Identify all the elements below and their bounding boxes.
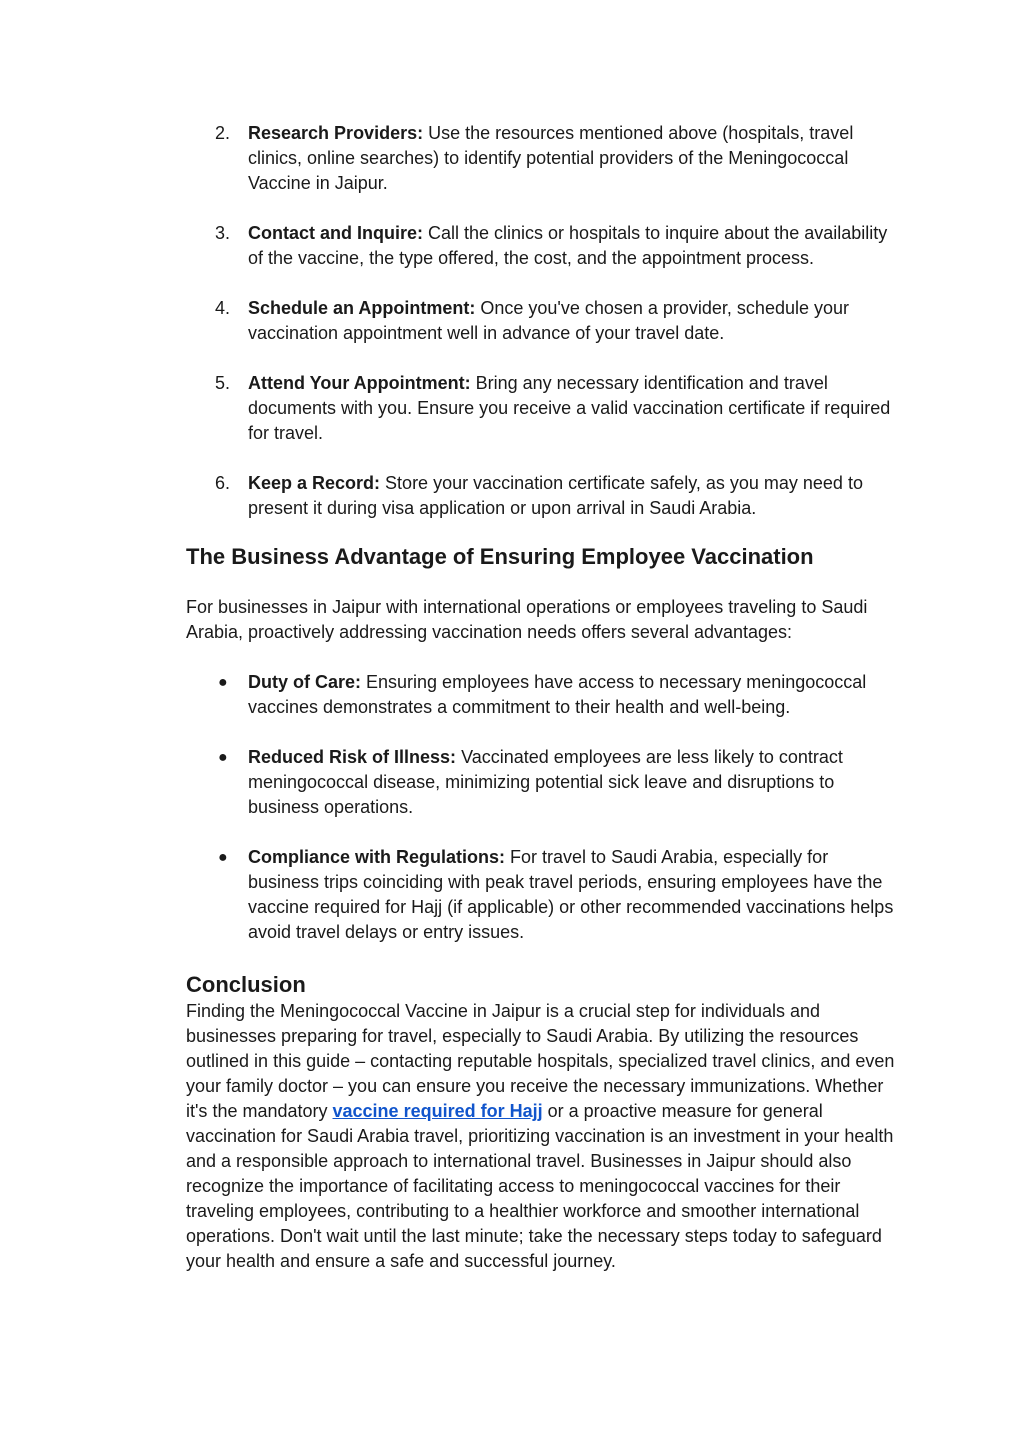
conclusion-text-after-link: or a proactive measure for general vaccination for Saudi Arabia travel, prioritizing vaccination is an investment in your health and a responsible approach to international travel. Businesses in Jaipur should also recognize the importance of facilitating access to meningococcal vaccines for their traveling employees, contributing to a healthier workforce and smoother international operations. Don't wait until the last minute; take the necessary steps today to safeguard your health and ensure a safe and successful journey. xyxy=(186,1101,894,1271)
list-item xyxy=(186,371,902,446)
step-number: 6. xyxy=(215,473,231,493)
bullet-text: For travel to Saudi Arabia, especially for business trips coinciding with peak travel periods, ensuring employees have the vaccine required for Hajj (if applicable) or other recommended vaccinations helps avoid travel delays or entry issues. xyxy=(248,847,894,942)
step-term: Research Providers: xyxy=(248,123,424,143)
list-item xyxy=(186,221,902,271)
step-number: 5. xyxy=(215,373,231,393)
business-section-heading: The Business Advantage of Ensuring Employee Vaccination xyxy=(186,544,814,569)
list-item xyxy=(186,745,902,820)
list-item xyxy=(186,845,902,945)
step-text: Once you've chosen a provider, schedule your vaccination appointment well in advance of your travel date. xyxy=(248,298,850,343)
list-item xyxy=(186,296,902,346)
step-number: 3. xyxy=(215,223,231,243)
step-text: Call the clinics or hospitals to inquire about the availability of the vaccine, the type offered, the cost, and the appointment process. xyxy=(248,223,888,268)
step-text: Bring any necessary identification and travel documents with you. Ensure you receive a valid vaccination certificate if required for travel. xyxy=(248,373,891,443)
document-page xyxy=(186,121,902,1274)
conclusion-heading: Conclusion xyxy=(186,972,306,997)
list-item xyxy=(186,121,902,196)
bullet-icon: ● xyxy=(218,849,228,866)
bullet-term: Compliance with Regulations: xyxy=(248,847,506,867)
step-text: Use the resources mentioned above (hospitals, travel clinics, online searches) to identify potential providers of the Meningococcal Vaccine in Jaipur. xyxy=(248,123,854,193)
step-term: Attend Your Appointment: xyxy=(248,373,471,393)
step-term: Contact and Inquire: xyxy=(248,223,423,243)
step-number: 4. xyxy=(215,298,231,318)
bullet-icon: ● xyxy=(218,749,228,766)
step-number: 2. xyxy=(215,123,231,143)
list-item xyxy=(186,670,902,720)
bullet-text: Vaccinated employees are less likely to contract meningococcal disease, minimizing potential sick leave and disruptions to business operations. xyxy=(248,747,843,817)
bullet-term: Duty of Care: xyxy=(248,672,362,692)
conclusion-text-before-link: Finding the Meningococcal Vaccine in Jaipur is a crucial step for individuals and businesses preparing for travel, especially to Saudi Arabia. By utilizing the resources outlined in this guide – contacting reputable hospitals, specialized travel clinics, and even your family doctor – you can ensure you receive the necessary immunizations. Whether it's the mandatory xyxy=(186,1001,895,1121)
bullet-term: Reduced Risk of Illness: xyxy=(248,747,457,767)
hajj-vaccine-link[interactable]: vaccine required for Hajj xyxy=(332,1101,543,1121)
conclusion-paragraph xyxy=(186,999,902,1274)
advantages-list xyxy=(186,670,902,945)
step-text: Store your vaccination certificate safely, as you may need to present it during visa application or upon arrival in Saudi Arabia. xyxy=(248,473,863,518)
business-intro-paragraph: For businesses in Jaipur with international operations or employees traveling to Saudi Arabia, proactively addressing vaccination needs offers several advantages: xyxy=(186,597,868,642)
steps-list xyxy=(186,121,902,521)
step-term: Schedule an Appointment: xyxy=(248,298,476,318)
step-term: Keep a Record: xyxy=(248,473,381,493)
bullet-icon: ● xyxy=(218,674,228,691)
bullet-text: Ensuring employees have access to necessary meningococcal vaccines demonstrates a commitment to their health and well-being. xyxy=(248,672,867,717)
list-item xyxy=(186,471,902,521)
